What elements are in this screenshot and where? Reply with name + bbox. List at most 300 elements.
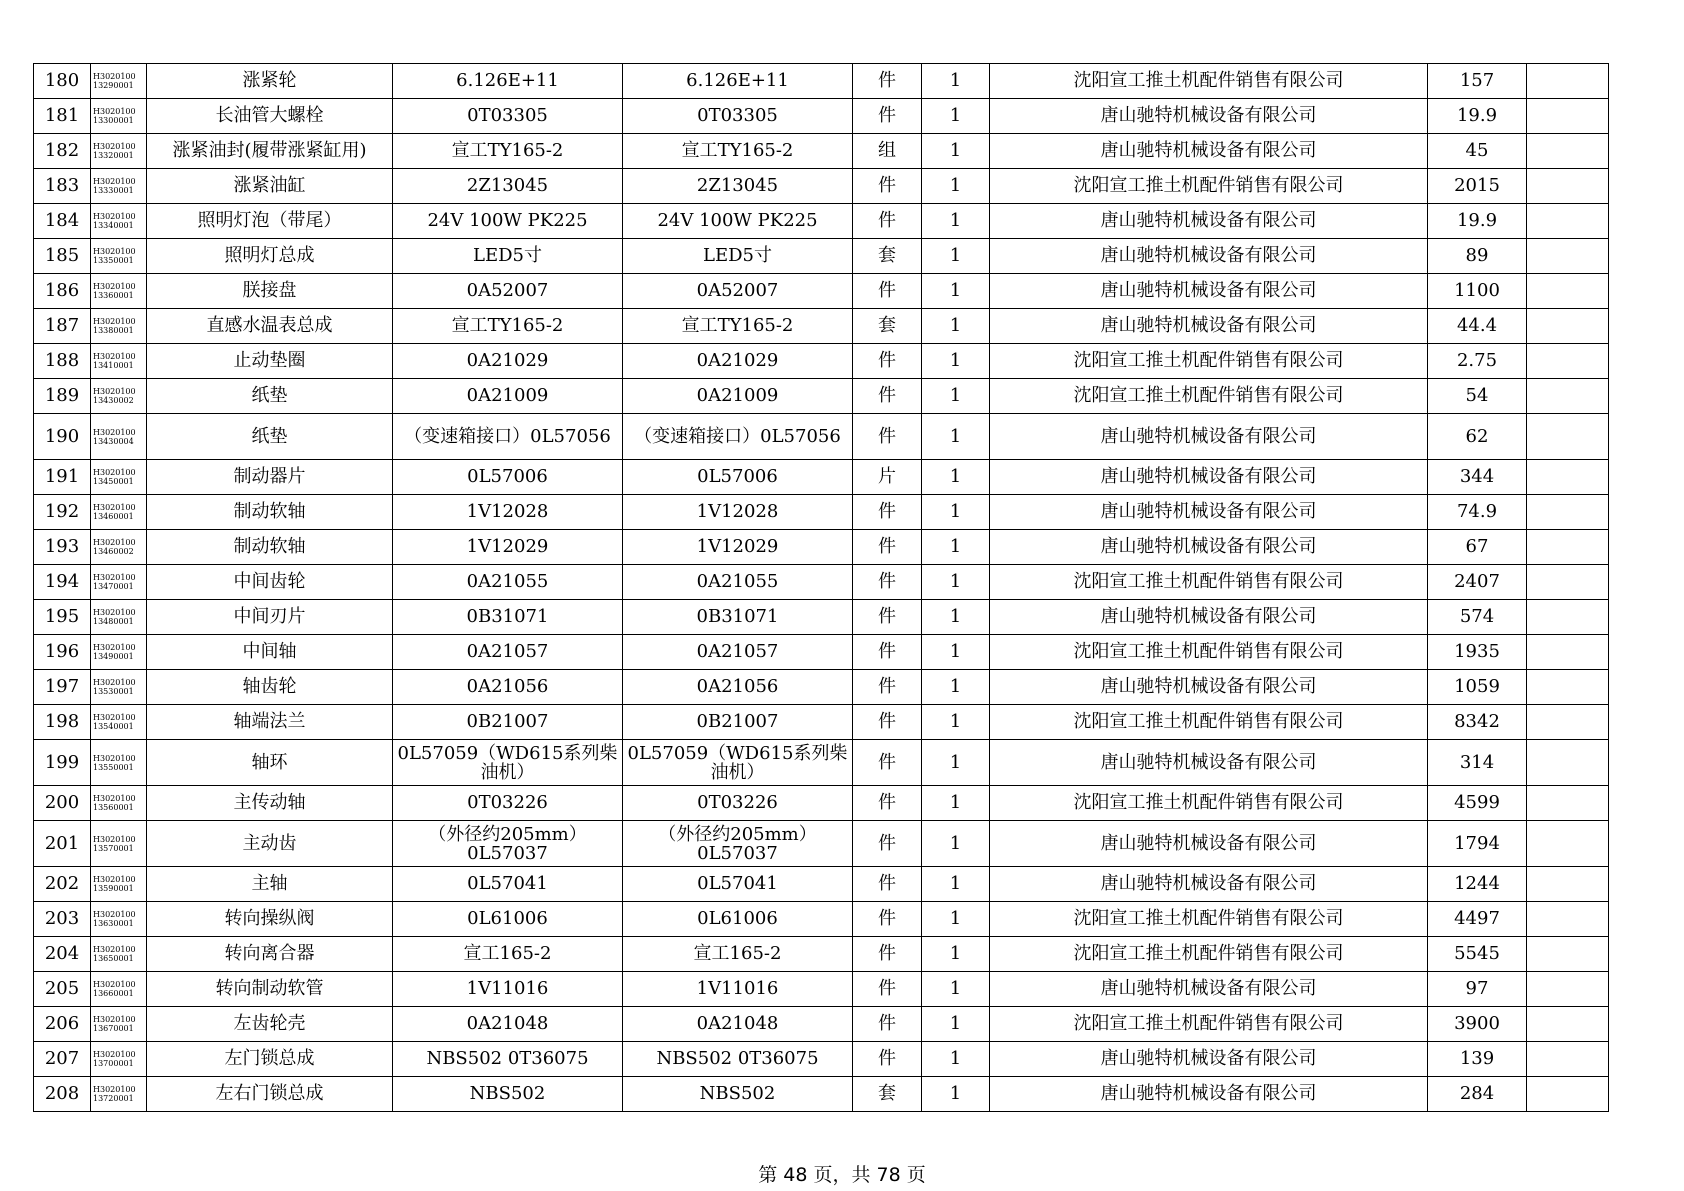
supplier-cell: 沈阳宣工推土机配件销售有限公司 bbox=[990, 344, 1428, 379]
material-code-line1: H3020100 bbox=[93, 678, 136, 687]
material-code-cell bbox=[91, 740, 147, 786]
price-cell: 97 bbox=[1428, 972, 1527, 1007]
note-cell bbox=[1527, 1077, 1609, 1112]
part-name-cell: 左齿轮壳 bbox=[147, 1007, 393, 1042]
material-code-cell bbox=[91, 204, 147, 239]
part-name-cell: 左右门锁总成 bbox=[147, 1077, 393, 1112]
model-cell: 0L57059（WD615系列柴油机） bbox=[623, 740, 853, 786]
material-code-line2: 13470001 bbox=[93, 582, 134, 591]
unit-cell: 件 bbox=[853, 99, 922, 134]
unit-cell: 件 bbox=[853, 670, 922, 705]
model-cell: 24V 100W PK225 bbox=[623, 204, 853, 239]
quantity-cell: 1 bbox=[922, 705, 990, 740]
row-number-cell: 187 bbox=[34, 309, 91, 344]
model-cell: 0A21029 bbox=[623, 344, 853, 379]
part-name-cell: 主传动轴 bbox=[147, 786, 393, 821]
table-row bbox=[34, 821, 1609, 867]
material-code-cell bbox=[91, 64, 147, 99]
quantity-cell: 1 bbox=[922, 530, 990, 565]
material-code-line2: 13480001 bbox=[93, 617, 134, 626]
note-cell bbox=[1527, 786, 1609, 821]
table-row bbox=[34, 239, 1609, 274]
model-cell: 0A52007 bbox=[623, 274, 853, 309]
supplier-cell: 沈阳宣工推土机配件销售有限公司 bbox=[990, 705, 1428, 740]
part-name-cell: 涨紧油封(履带涨紧缸用) bbox=[147, 134, 393, 169]
material-code-line2: 13300001 bbox=[93, 116, 134, 125]
note-cell bbox=[1527, 530, 1609, 565]
price-cell: 54 bbox=[1428, 379, 1527, 414]
part-name-cell: 直感水温表总成 bbox=[147, 309, 393, 344]
quantity-cell: 1 bbox=[922, 635, 990, 670]
row-number-cell: 198 bbox=[34, 705, 91, 740]
supplier-cell: 唐山驰特机械设备有限公司 bbox=[990, 99, 1428, 134]
model-cell: 6.126E+11 bbox=[623, 64, 853, 99]
material-code-line2: 13490001 bbox=[93, 652, 134, 661]
material-code-line2: 13590001 bbox=[93, 884, 134, 893]
specification-cell: LED5寸 bbox=[393, 239, 623, 274]
material-code-line2: 13460002 bbox=[93, 547, 134, 556]
row-number-cell: 207 bbox=[34, 1042, 91, 1077]
material-code-line1: H3020100 bbox=[93, 1085, 136, 1094]
unit-cell: 套 bbox=[853, 1077, 922, 1112]
material-code-line1: H3020100 bbox=[93, 945, 136, 954]
model-cell: NBS502 bbox=[623, 1077, 853, 1112]
unit-cell: 件 bbox=[853, 379, 922, 414]
specification-cell: NBS502 bbox=[393, 1077, 623, 1112]
material-code-cell bbox=[91, 134, 147, 169]
model-cell: LED5寸 bbox=[623, 239, 853, 274]
material-code-line1: H3020100 bbox=[93, 834, 136, 844]
price-cell: 284 bbox=[1428, 1077, 1527, 1112]
table-row bbox=[34, 495, 1609, 530]
material-code-line2: 13540001 bbox=[93, 722, 134, 731]
material-code-line1: H3020100 bbox=[93, 247, 136, 256]
part-name-cell: 轴端法兰 bbox=[147, 705, 393, 740]
row-number-cell: 180 bbox=[34, 64, 91, 99]
price-cell: 3900 bbox=[1428, 1007, 1527, 1042]
model-cell: 宣工TY165-2 bbox=[623, 309, 853, 344]
note-cell bbox=[1527, 64, 1609, 99]
specification-cell: 0L57006 bbox=[393, 460, 623, 495]
quantity-cell: 1 bbox=[922, 460, 990, 495]
unit-cell: 件 bbox=[853, 740, 922, 786]
model-cell: 0A21057 bbox=[623, 635, 853, 670]
part-name-cell: 中间轴 bbox=[147, 635, 393, 670]
row-number-cell: 186 bbox=[34, 274, 91, 309]
unit-cell: 件 bbox=[853, 867, 922, 902]
note-cell bbox=[1527, 565, 1609, 600]
material-code-cell bbox=[91, 309, 147, 344]
supplier-cell: 唐山驰特机械设备有限公司 bbox=[990, 309, 1428, 344]
quantity-cell: 1 bbox=[922, 274, 990, 309]
parts-price-table bbox=[33, 63, 1609, 1112]
unit-cell: 件 bbox=[853, 64, 922, 99]
material-code-line2: 13340001 bbox=[93, 221, 134, 230]
supplier-cell: 唐山驰特机械设备有限公司 bbox=[990, 670, 1428, 705]
specification-cell: 宣工TY165-2 bbox=[393, 309, 623, 344]
material-code-cell bbox=[91, 670, 147, 705]
price-cell: 1244 bbox=[1428, 867, 1527, 902]
supplier-cell: 沈阳宣工推土机配件销售有限公司 bbox=[990, 64, 1428, 99]
row-number-cell: 194 bbox=[34, 565, 91, 600]
material-code-line1: H3020100 bbox=[93, 72, 136, 81]
supplier-cell: 唐山驰特机械设备有限公司 bbox=[990, 495, 1428, 530]
model-cell: 0A21056 bbox=[623, 670, 853, 705]
note-cell bbox=[1527, 740, 1609, 786]
row-number-cell: 193 bbox=[34, 530, 91, 565]
material-code-cell bbox=[91, 99, 147, 134]
row-number-cell: 184 bbox=[34, 204, 91, 239]
part-name-cell: 左门锁总成 bbox=[147, 1042, 393, 1077]
row-number-cell: 206 bbox=[34, 1007, 91, 1042]
material-code-line1: H3020100 bbox=[93, 538, 136, 547]
material-code-cell bbox=[91, 1007, 147, 1042]
specification-cell: 0A21009 bbox=[393, 379, 623, 414]
specification-cell: 0B31071 bbox=[393, 600, 623, 635]
unit-cell: 套 bbox=[853, 239, 922, 274]
quantity-cell: 1 bbox=[922, 134, 990, 169]
price-cell: 62 bbox=[1428, 414, 1527, 460]
material-code-line1: H3020100 bbox=[93, 177, 136, 186]
row-number-cell: 204 bbox=[34, 937, 91, 972]
specification-cell: 0T03305 bbox=[393, 99, 623, 134]
quantity-cell: 1 bbox=[922, 239, 990, 274]
note-cell bbox=[1527, 414, 1609, 460]
model-cell: 0A21055 bbox=[623, 565, 853, 600]
material-code-line1: H3020100 bbox=[93, 980, 136, 989]
model-cell: 宣工TY165-2 bbox=[623, 134, 853, 169]
specification-cell: 0A21056 bbox=[393, 670, 623, 705]
supplier-cell: 沈阳宣工推土机配件销售有限公司 bbox=[990, 786, 1428, 821]
material-code-cell bbox=[91, 239, 147, 274]
table-row bbox=[34, 600, 1609, 635]
quantity-cell: 1 bbox=[922, 1007, 990, 1042]
part-name-cell: 转向制动软管 bbox=[147, 972, 393, 1007]
unit-cell: 件 bbox=[853, 1007, 922, 1042]
quantity-cell: 1 bbox=[922, 937, 990, 972]
specification-cell: 1V12029 bbox=[393, 530, 623, 565]
material-code-line1: H3020100 bbox=[93, 317, 136, 326]
note-cell bbox=[1527, 495, 1609, 530]
supplier-cell: 沈阳宣工推土机配件销售有限公司 bbox=[990, 902, 1428, 937]
price-cell: 2015 bbox=[1428, 169, 1527, 204]
table-row bbox=[34, 274, 1609, 309]
supplier-cell: 唐山驰特机械设备有限公司 bbox=[990, 821, 1428, 867]
supplier-cell: 沈阳宣工推土机配件销售有限公司 bbox=[990, 1007, 1428, 1042]
material-code-cell bbox=[91, 1077, 147, 1112]
quantity-cell: 1 bbox=[922, 786, 990, 821]
supplier-cell: 唐山驰特机械设备有限公司 bbox=[990, 204, 1428, 239]
model-cell: 0L61006 bbox=[623, 902, 853, 937]
supplier-cell: 唐山驰特机械设备有限公司 bbox=[990, 972, 1428, 1007]
material-code-line2: 13660001 bbox=[93, 989, 134, 998]
specification-cell: 24V 100W PK225 bbox=[393, 204, 623, 239]
part-name-cell: 中间刃片 bbox=[147, 600, 393, 635]
specification-cell: NBS502 0T36075 bbox=[393, 1042, 623, 1077]
unit-cell: 件 bbox=[853, 902, 922, 937]
material-code-cell bbox=[91, 867, 147, 902]
quantity-cell: 1 bbox=[922, 972, 990, 1007]
unit-cell: 件 bbox=[853, 972, 922, 1007]
unit-cell: 件 bbox=[853, 344, 922, 379]
row-number-cell: 205 bbox=[34, 972, 91, 1007]
specification-cell: 0A21057 bbox=[393, 635, 623, 670]
quantity-cell: 1 bbox=[922, 204, 990, 239]
quantity-cell: 1 bbox=[922, 740, 990, 786]
row-number-cell: 190 bbox=[34, 414, 91, 460]
row-number-cell: 200 bbox=[34, 786, 91, 821]
supplier-cell: 沈阳宣工推土机配件销售有限公司 bbox=[990, 565, 1428, 600]
table-row bbox=[34, 902, 1609, 937]
part-name-cell: 制动器片 bbox=[147, 460, 393, 495]
material-code-line2: 13550001 bbox=[93, 762, 134, 772]
row-number-cell: 182 bbox=[34, 134, 91, 169]
table-row bbox=[34, 460, 1609, 495]
table-row bbox=[34, 1007, 1609, 1042]
model-cell: NBS502 0T36075 bbox=[623, 1042, 853, 1077]
material-code-line1: H3020100 bbox=[93, 1015, 136, 1024]
table-row bbox=[34, 937, 1609, 972]
note-cell bbox=[1527, 274, 1609, 309]
note-cell bbox=[1527, 867, 1609, 902]
material-code-cell bbox=[91, 786, 147, 821]
unit-cell: 件 bbox=[853, 705, 922, 740]
model-cell: 0L57041 bbox=[623, 867, 853, 902]
model-cell: 0T03305 bbox=[623, 99, 853, 134]
unit-cell: 件 bbox=[853, 1042, 922, 1077]
material-code-line1: H3020100 bbox=[93, 503, 136, 512]
note-cell bbox=[1527, 99, 1609, 134]
row-number-cell: 189 bbox=[34, 379, 91, 414]
table-row bbox=[34, 379, 1609, 414]
supplier-cell: 唐山驰特机械设备有限公司 bbox=[990, 134, 1428, 169]
part-name-cell: 转向离合器 bbox=[147, 937, 393, 972]
material-code-line1: H3020100 bbox=[93, 753, 136, 763]
material-code-line1: H3020100 bbox=[93, 643, 136, 652]
model-cell: （外径约205mm）0L57037 bbox=[623, 821, 853, 867]
price-cell: 4497 bbox=[1428, 902, 1527, 937]
table-row bbox=[34, 530, 1609, 565]
note-cell bbox=[1527, 309, 1609, 344]
row-number-cell: 181 bbox=[34, 99, 91, 134]
supplier-cell: 唐山驰特机械设备有限公司 bbox=[990, 1077, 1428, 1112]
row-number-cell: 201 bbox=[34, 821, 91, 867]
material-code-line2: 13720001 bbox=[93, 1094, 134, 1103]
material-code-line1: H3020100 bbox=[93, 910, 136, 919]
price-cell: 1100 bbox=[1428, 274, 1527, 309]
quantity-cell: 1 bbox=[922, 309, 990, 344]
part-name-cell: 纸垫 bbox=[147, 379, 393, 414]
specification-cell: 0L57041 bbox=[393, 867, 623, 902]
price-cell: 157 bbox=[1428, 64, 1527, 99]
part-name-cell: 涨紧油缸 bbox=[147, 169, 393, 204]
quantity-cell: 1 bbox=[922, 1077, 990, 1112]
note-cell bbox=[1527, 670, 1609, 705]
specification-cell: （外径约205mm）0L57037 bbox=[393, 821, 623, 867]
material-code-cell bbox=[91, 379, 147, 414]
material-code-line1: H3020100 bbox=[93, 352, 136, 361]
row-number-cell: 195 bbox=[34, 600, 91, 635]
supplier-cell: 唐山驰特机械设备有限公司 bbox=[990, 867, 1428, 902]
specification-cell: 0B21007 bbox=[393, 705, 623, 740]
price-cell: 45 bbox=[1428, 134, 1527, 169]
price-cell: 67 bbox=[1428, 530, 1527, 565]
unit-cell: 套 bbox=[853, 309, 922, 344]
table-row bbox=[34, 169, 1609, 204]
quantity-cell: 1 bbox=[922, 99, 990, 134]
part-name-cell: 制动软轴 bbox=[147, 530, 393, 565]
material-code-line2: 13450001 bbox=[93, 477, 134, 486]
row-number-cell: 199 bbox=[34, 740, 91, 786]
part-name-cell: 朕接盘 bbox=[147, 274, 393, 309]
quantity-cell: 1 bbox=[922, 902, 990, 937]
part-name-cell: 中间齿轮 bbox=[147, 565, 393, 600]
material-code-line1: H3020100 bbox=[93, 713, 136, 722]
unit-cell: 件 bbox=[853, 565, 922, 600]
row-number-cell: 188 bbox=[34, 344, 91, 379]
note-cell bbox=[1527, 134, 1609, 169]
material-code-cell bbox=[91, 274, 147, 309]
unit-cell: 件 bbox=[853, 274, 922, 309]
table-row bbox=[34, 64, 1609, 99]
table-row bbox=[34, 344, 1609, 379]
model-cell: 宣工165-2 bbox=[623, 937, 853, 972]
row-number-cell: 197 bbox=[34, 670, 91, 705]
material-code-cell bbox=[91, 902, 147, 937]
part-name-cell: 转向操纵阀 bbox=[147, 902, 393, 937]
specification-cell: 0L61006 bbox=[393, 902, 623, 937]
price-cell: 19.9 bbox=[1428, 204, 1527, 239]
unit-cell: 件 bbox=[853, 786, 922, 821]
material-code-line1: H3020100 bbox=[93, 1050, 136, 1059]
quantity-cell: 1 bbox=[922, 670, 990, 705]
part-name-cell: 纸垫 bbox=[147, 414, 393, 460]
material-code-cell bbox=[91, 530, 147, 565]
material-code-line2: 13430004 bbox=[93, 436, 134, 446]
material-code-line1: H3020100 bbox=[93, 142, 136, 151]
price-cell: 5545 bbox=[1428, 937, 1527, 972]
note-cell bbox=[1527, 239, 1609, 274]
model-cell: 0T03226 bbox=[623, 786, 853, 821]
supplier-cell: 唐山驰特机械设备有限公司 bbox=[990, 414, 1428, 460]
material-code-line1: H3020100 bbox=[93, 212, 136, 221]
quantity-cell: 1 bbox=[922, 867, 990, 902]
note-cell bbox=[1527, 169, 1609, 204]
material-code-line2: 13560001 bbox=[93, 803, 134, 812]
row-number-cell: 185 bbox=[34, 239, 91, 274]
material-code-cell bbox=[91, 460, 147, 495]
material-code-cell bbox=[91, 600, 147, 635]
material-code-cell bbox=[91, 565, 147, 600]
model-cell: 0B21007 bbox=[623, 705, 853, 740]
table-row bbox=[34, 1077, 1609, 1112]
material-code-line2: 13320001 bbox=[93, 151, 134, 160]
quantity-cell: 1 bbox=[922, 565, 990, 600]
price-cell: 44.4 bbox=[1428, 309, 1527, 344]
material-code-line1: H3020100 bbox=[93, 427, 136, 437]
part-name-cell: 轴环 bbox=[147, 740, 393, 786]
row-number-cell: 192 bbox=[34, 495, 91, 530]
table-row bbox=[34, 740, 1609, 786]
specification-cell: 0T03226 bbox=[393, 786, 623, 821]
material-code-line1: H3020100 bbox=[93, 573, 136, 582]
model-cell: 0A21048 bbox=[623, 1007, 853, 1042]
price-cell: 19.9 bbox=[1428, 99, 1527, 134]
table-row bbox=[34, 786, 1609, 821]
supplier-cell: 沈阳宣工推土机配件销售有限公司 bbox=[990, 937, 1428, 972]
supplier-cell: 沈阳宣工推土机配件销售有限公司 bbox=[990, 379, 1428, 414]
material-code-line1: H3020100 bbox=[93, 468, 136, 477]
specification-cell: 6.126E+11 bbox=[393, 64, 623, 99]
material-code-line2: 13350001 bbox=[93, 256, 134, 265]
unit-cell: 件 bbox=[853, 600, 922, 635]
model-cell: 1V12029 bbox=[623, 530, 853, 565]
material-code-cell bbox=[91, 344, 147, 379]
quantity-cell: 1 bbox=[922, 64, 990, 99]
price-cell: 89 bbox=[1428, 239, 1527, 274]
material-code-line2: 13330001 bbox=[93, 186, 134, 195]
quantity-cell: 1 bbox=[922, 344, 990, 379]
supplier-cell: 唐山驰特机械设备有限公司 bbox=[990, 460, 1428, 495]
quantity-cell: 1 bbox=[922, 1042, 990, 1077]
price-cell: 344 bbox=[1428, 460, 1527, 495]
material-code-cell bbox=[91, 635, 147, 670]
price-cell: 2.75 bbox=[1428, 344, 1527, 379]
model-cell: 2Z13045 bbox=[623, 169, 853, 204]
price-cell: 2407 bbox=[1428, 565, 1527, 600]
supplier-cell: 唐山驰特机械设备有限公司 bbox=[990, 1042, 1428, 1077]
material-code-cell bbox=[91, 169, 147, 204]
price-cell: 139 bbox=[1428, 1042, 1527, 1077]
model-cell: 0L57006 bbox=[623, 460, 853, 495]
material-code-line2: 13380001 bbox=[93, 326, 134, 335]
price-cell: 74.9 bbox=[1428, 495, 1527, 530]
part-name-cell: 止动垫圈 bbox=[147, 344, 393, 379]
material-code-line1: H3020100 bbox=[93, 875, 136, 884]
material-code-cell bbox=[91, 821, 147, 867]
table-row bbox=[34, 1042, 1609, 1077]
table-body bbox=[34, 64, 1609, 1112]
row-number-cell: 196 bbox=[34, 635, 91, 670]
part-name-cell: 轴齿轮 bbox=[147, 670, 393, 705]
part-name-cell: 照明灯泡（带尾） bbox=[147, 204, 393, 239]
unit-cell: 件 bbox=[853, 635, 922, 670]
material-code-line2: 13700001 bbox=[93, 1059, 134, 1068]
part-name-cell: 制动软轴 bbox=[147, 495, 393, 530]
table-row bbox=[34, 565, 1609, 600]
page-footer: 第 48 页，共 78 页 bbox=[758, 1164, 926, 1186]
supplier-cell: 唐山驰特机械设备有限公司 bbox=[990, 740, 1428, 786]
specification-cell: 1V12028 bbox=[393, 495, 623, 530]
part-name-cell: 长油管大螺栓 bbox=[147, 99, 393, 134]
material-code-cell bbox=[91, 972, 147, 1007]
model-cell: 0B31071 bbox=[623, 600, 853, 635]
table-row bbox=[34, 972, 1609, 1007]
table-row bbox=[34, 867, 1609, 902]
row-number-cell: 208 bbox=[34, 1077, 91, 1112]
row-number-cell: 191 bbox=[34, 460, 91, 495]
unit-cell: 件 bbox=[853, 169, 922, 204]
price-cell: 1794 bbox=[1428, 821, 1527, 867]
material-code-line1: H3020100 bbox=[93, 794, 136, 803]
specification-cell: 2Z13045 bbox=[393, 169, 623, 204]
table-row bbox=[34, 670, 1609, 705]
material-code-line1: H3020100 bbox=[93, 107, 136, 116]
supplier-cell: 沈阳宣工推土机配件销售有限公司 bbox=[990, 635, 1428, 670]
material-code-line2: 13530001 bbox=[93, 687, 134, 696]
note-cell bbox=[1527, 635, 1609, 670]
material-code-line2: 13670001 bbox=[93, 1024, 134, 1033]
